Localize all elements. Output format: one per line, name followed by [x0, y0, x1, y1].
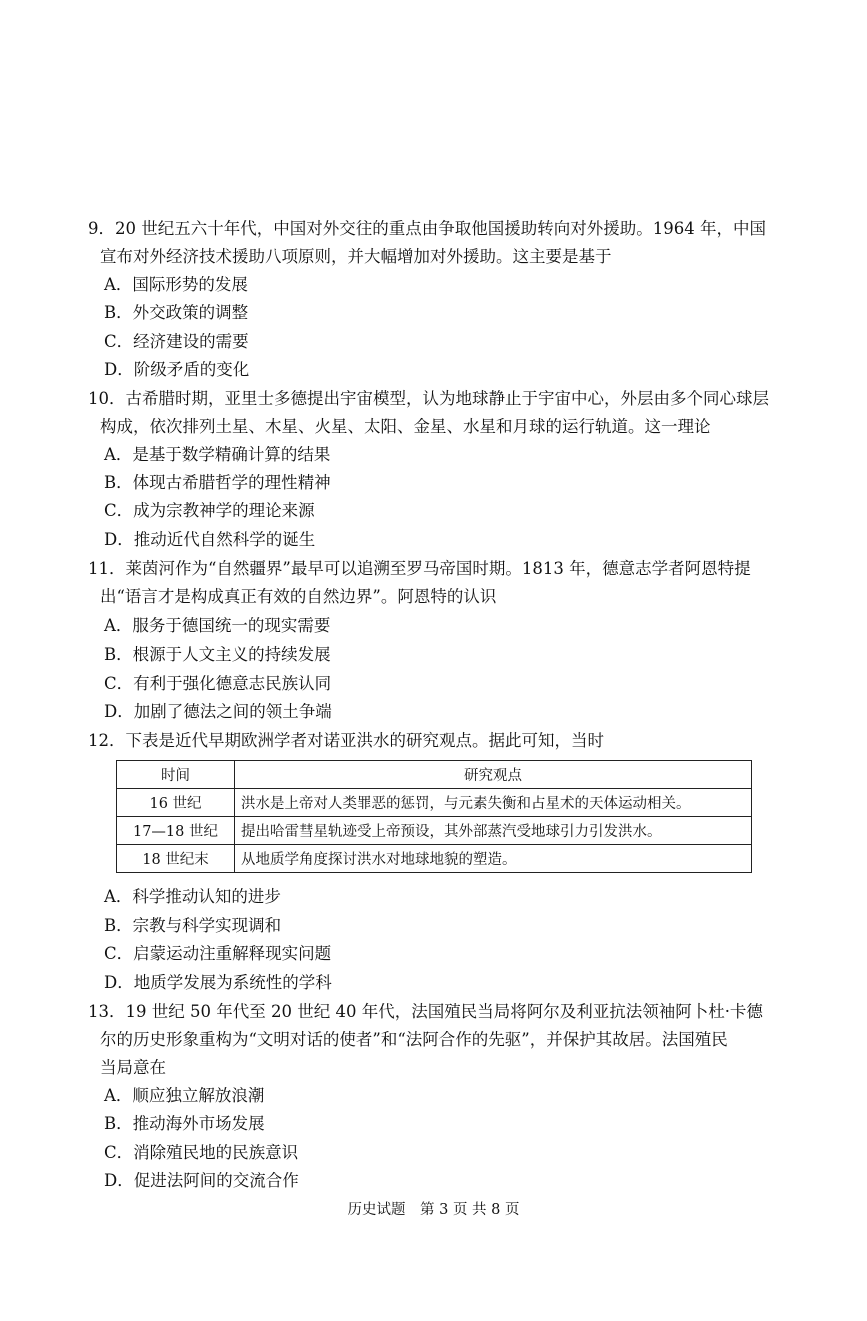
table-cell-time: 17—18 世纪 — [117, 817, 235, 845]
table-row — [117, 817, 752, 845]
table-header-row — [117, 761, 752, 789]
table-cell-view: 提出哈雷彗星轨迹受上帝预设，其外部蒸汽受地球引力引发洪水。 — [235, 817, 752, 845]
question-stem-line: 出“语言才是构成真正有效的自然边界”。阿恩特的认识 — [100, 587, 497, 606]
table-row — [117, 845, 752, 873]
question-stem-line: 宣布对外经济技术援助八项原则，并大幅增加对外援助。这主要是基于 — [100, 247, 612, 266]
question-stem-line: 尔的历史形象重构为“文明对话的使者”和“法阿合作的先驱”，并保护其故居。法国殖民 — [100, 1030, 728, 1049]
question-stem-line: 11．莱茵河作为“自然疆界”最早可以追溯至罗马帝国时期。1813 年，德意志学者阿恩特提 — [88, 559, 751, 578]
option-b: B．推动海外市场发展 — [104, 1114, 265, 1133]
page-footer: 历史试题 第 3 页 共 8 页 — [347, 1202, 520, 1218]
option-b: B．宗教与科学实现调和 — [104, 916, 282, 935]
option-c: C．消除殖民地的民族意识 — [104, 1143, 299, 1162]
option-b: B．根源于人文主义的持续发展 — [104, 645, 331, 664]
option-b: B．外交政策的调整 — [104, 303, 249, 322]
question-stem-line: 10．古希腊时期，亚里士多德提出宇宙模型，认为地球静止于宇宙中心，外层由多个同心球层 — [88, 389, 769, 408]
option-c: C．有利于强化德意志民族认同 — [104, 674, 332, 693]
question-stem-line: 当局意在 — [100, 1058, 166, 1077]
option-c: C．经济建设的需要 — [104, 332, 249, 351]
option-d: D．地质学发展为系统性的学科 — [104, 973, 332, 992]
option-c: C．启蒙运动注重解释现实问题 — [104, 944, 332, 963]
question-stem-line: 9．20 世纪五六十年代，中国对外交往的重点由争取他国援助转向对外援助。1964 年，中国 — [88, 219, 766, 238]
option-d: D．促进法阿间的交流合作 — [104, 1171, 299, 1190]
option-a: A．是基于数学精确计算的结果 — [104, 445, 331, 464]
option-d: D．加剧了德法之间的领土争端 — [104, 702, 332, 721]
option-a: A．国际形势的发展 — [104, 275, 248, 294]
table-cell-view: 洪水是上帝对人类罪恶的惩罚，与元素失衡和占星术的天体运动相关。 — [235, 789, 752, 817]
table-row — [117, 789, 752, 817]
option-a: A．顺应独立解放浪潮 — [104, 1086, 265, 1105]
question-stem-line: 构成，依次排列土星、木星、火星、太阳、金星、水星和月球的运行轨道。这一理论 — [100, 417, 711, 436]
option-a: A．科学推动认知的进步 — [104, 887, 281, 906]
option-b: B．体现古希腊哲学的理性精神 — [104, 473, 331, 492]
option-c: C．成为宗教神学的理论来源 — [104, 501, 315, 520]
question-stem-line: 13．19 世纪 50 年代至 20 世纪 40 年代，法国殖民当局将阿尔及利亚抗法领袖阿卜杜·卡德 — [88, 1002, 763, 1021]
table-cell-time: 18 世纪末 — [117, 845, 235, 873]
question-stem-line: 12．下表是近代早期欧洲学者对诺亚洪水的研究观点。据此可知，当时 — [88, 731, 604, 750]
research-views-table — [116, 760, 752, 873]
table-cell-view: 从地质学角度探讨洪水对地球地貌的塑造。 — [235, 845, 752, 873]
table-header-view: 研究观点 — [235, 761, 752, 789]
table-header-time: 时间 — [117, 761, 235, 789]
table-cell-time: 16 世纪 — [117, 789, 235, 817]
option-d: D．推动近代自然科学的诞生 — [104, 530, 316, 549]
option-a: A．服务于德国统一的现实需要 — [104, 616, 331, 635]
option-d: D．阶级矛盾的变化 — [104, 360, 250, 379]
